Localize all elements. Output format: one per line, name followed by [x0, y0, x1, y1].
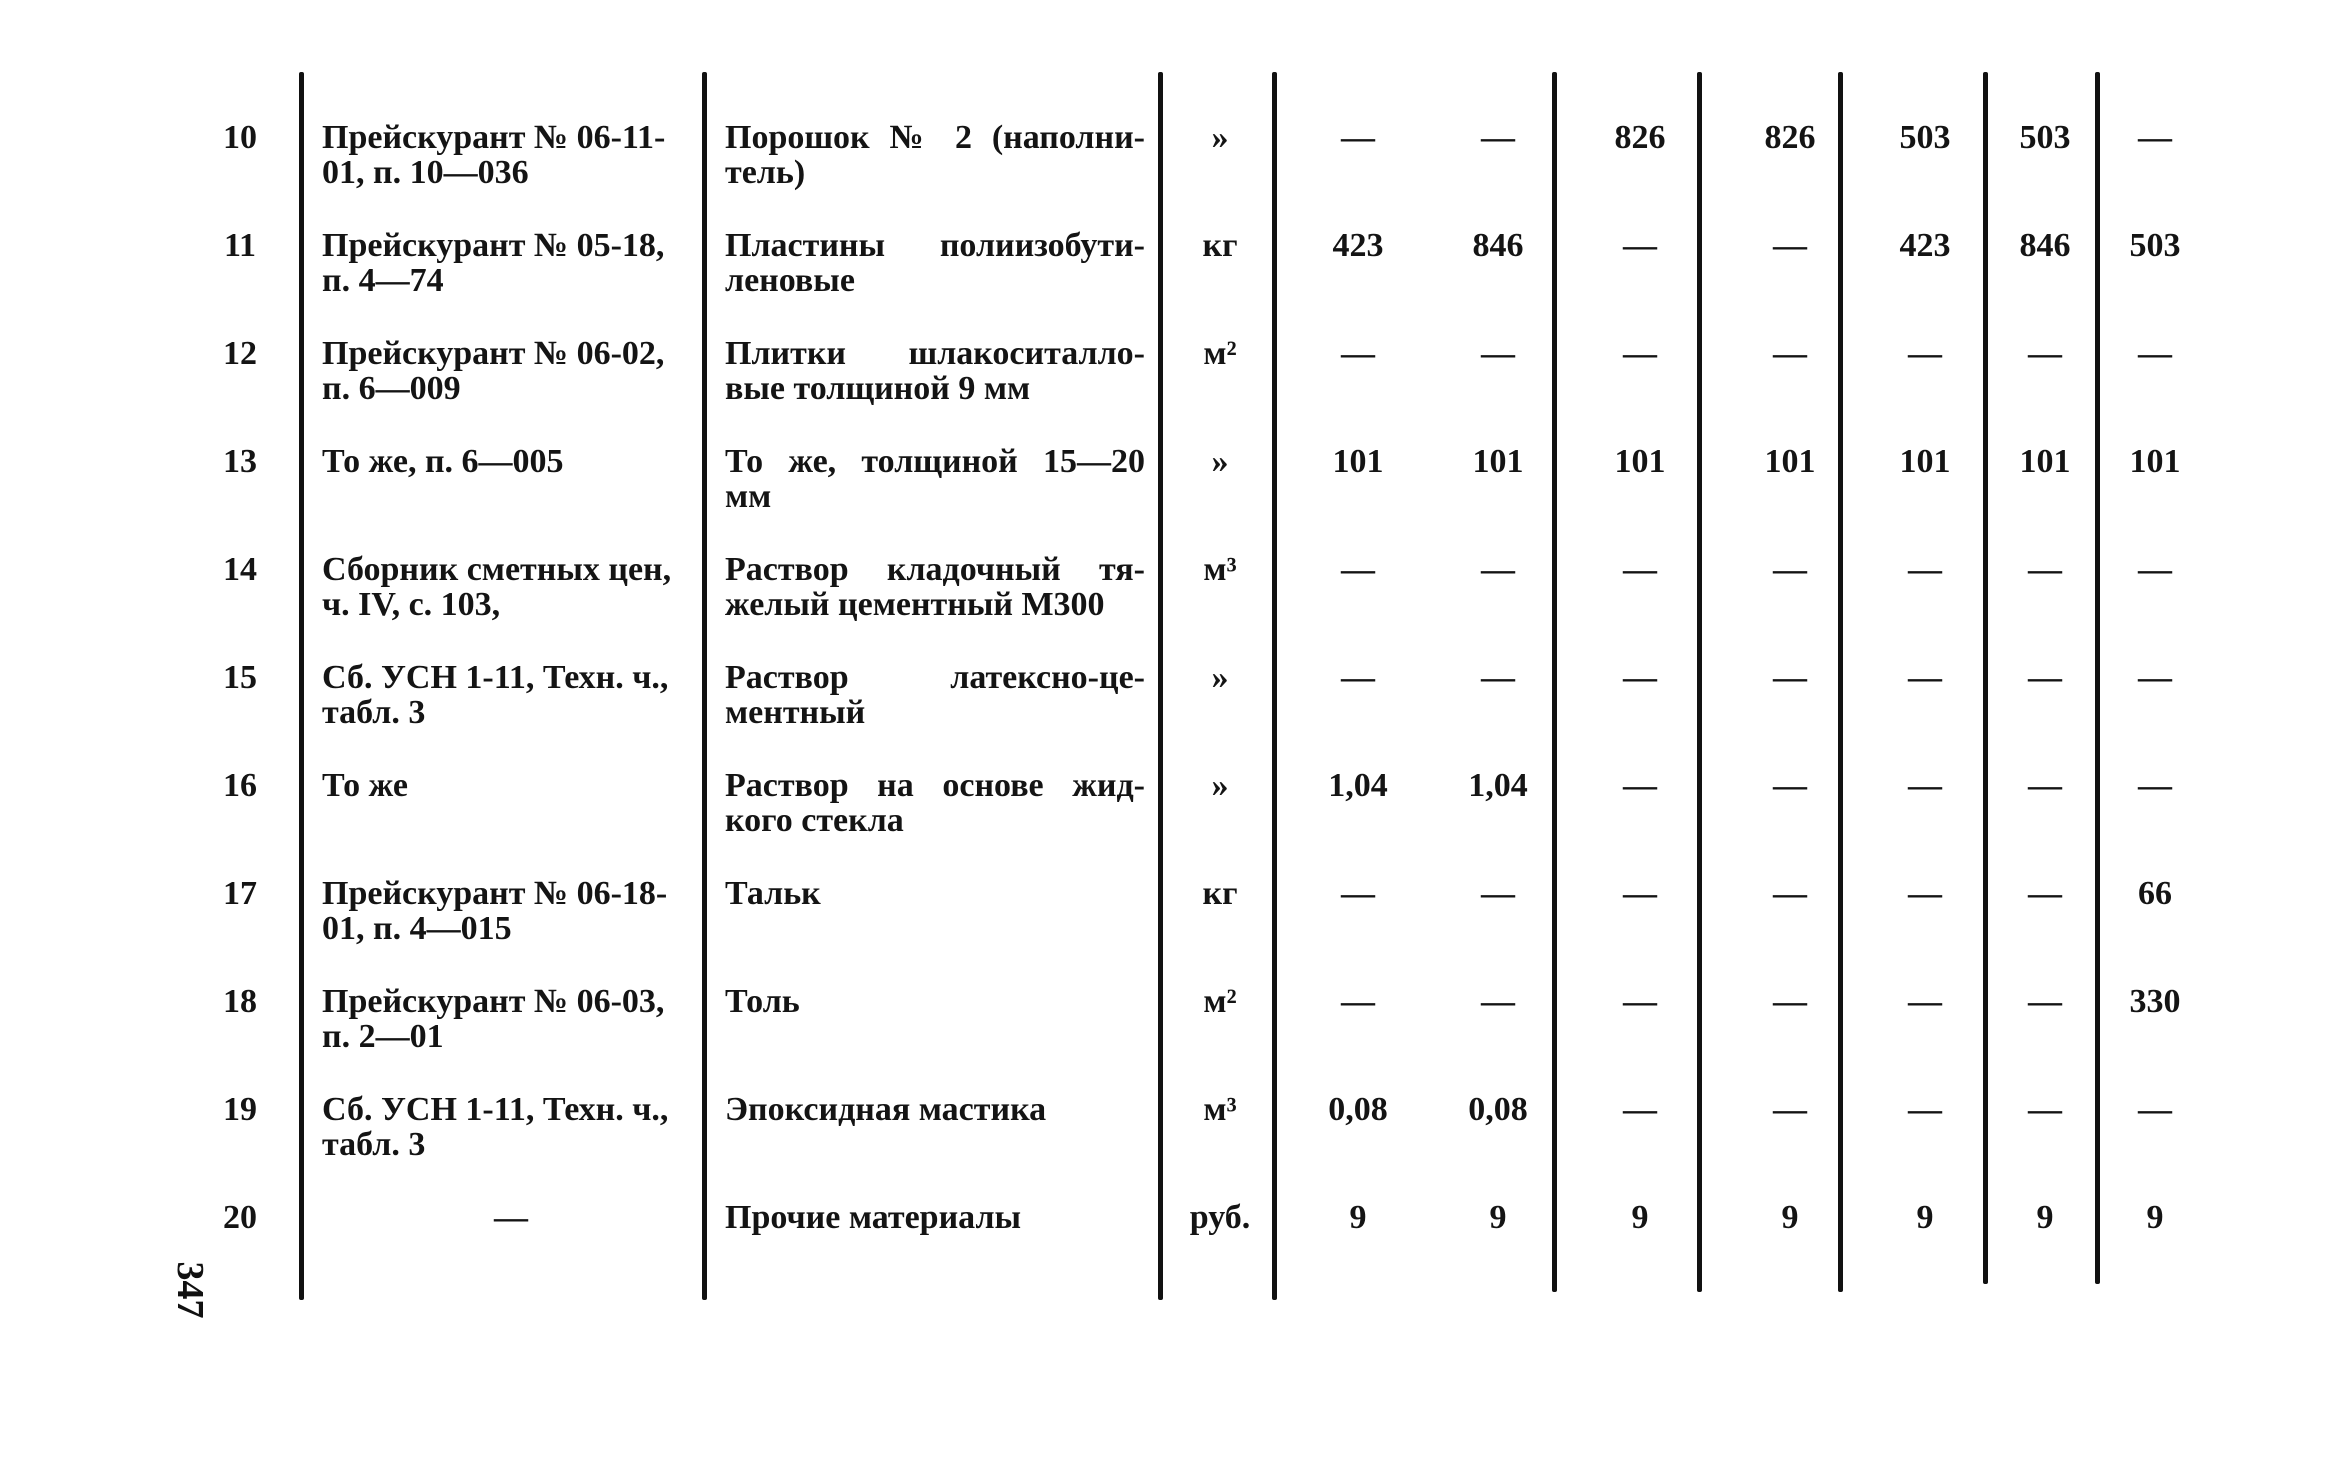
unit: » — [1211, 119, 1229, 156]
value-cell: — — [1773, 551, 1807, 588]
value-cell: 846 — [1472, 227, 1524, 264]
unit: » — [1211, 767, 1229, 804]
value-cell: — — [1481, 983, 1515, 1020]
value-cell: — — [1908, 551, 1942, 588]
value-cell: — — [1773, 1091, 1807, 1128]
value-cell: — — [2028, 767, 2062, 804]
value-cell: 503 — [1899, 119, 1951, 156]
value-cell: — — [1908, 875, 1942, 912]
value-cell: — — [1773, 227, 1807, 264]
value-cell: — — [1481, 551, 1515, 588]
row-number: 15 — [223, 659, 257, 696]
unit: м² — [1203, 983, 1237, 1020]
unit: м³ — [1203, 551, 1237, 588]
value-cell: — — [1773, 983, 1807, 1020]
material-name: Толь — [725, 983, 800, 1020]
value-cell: 101 — [2019, 443, 2071, 480]
value-cell: — — [1481, 659, 1515, 696]
value-cell: — — [1773, 659, 1807, 696]
price-source: Прейскурант № 06-02, п. 6—009 — [322, 335, 665, 407]
value-cell: — — [1341, 659, 1375, 696]
row-number: 10 — [223, 119, 257, 156]
unit: кг — [1202, 227, 1238, 264]
value-cell: — — [1341, 551, 1375, 588]
value-cell: — — [2028, 551, 2062, 588]
value-cell: — — [1623, 1091, 1657, 1128]
value-cell: 101 — [1764, 443, 1816, 480]
value-cell: — — [2138, 119, 2172, 156]
value-cell: — — [1623, 659, 1657, 696]
value-cell: 423 — [1332, 227, 1384, 264]
value-cell: — — [1481, 119, 1515, 156]
value-cell: 330 — [2129, 983, 2181, 1020]
value-cell: — — [1481, 335, 1515, 372]
value-cell: — — [2028, 983, 2062, 1020]
value-cell: 9 — [1781, 1199, 1799, 1236]
value-cell: — — [1623, 983, 1657, 1020]
unit: » — [1211, 659, 1229, 696]
value-cell: — — [2028, 659, 2062, 696]
row-number: 20 — [223, 1199, 257, 1236]
table-row — [0, 876, 2333, 984]
material-name: Эпоксидная мастика — [725, 1091, 1047, 1128]
material-name: Раствор на основе жид-кого стекла — [725, 767, 1145, 839]
value-cell: — — [1773, 767, 1807, 804]
table-row — [0, 1092, 2333, 1200]
material-name: Тальк — [725, 875, 821, 912]
price-source: Прейскурант № 06-03, п. 2—01 — [322, 983, 665, 1055]
price-source: То же — [322, 767, 408, 804]
row-number: 11 — [223, 227, 257, 264]
value-cell: — — [1623, 551, 1657, 588]
value-cell: 826 — [1614, 119, 1666, 156]
value-cell: — — [1908, 335, 1942, 372]
value-cell: — — [2028, 335, 2062, 372]
unit: » — [1211, 443, 1229, 480]
value-cell: — — [1908, 767, 1942, 804]
value-cell: — — [2138, 659, 2172, 696]
value-cell: — — [1623, 767, 1657, 804]
value-cell: — — [1481, 875, 1515, 912]
value-cell: 66 — [2138, 875, 2172, 912]
value-cell: 503 — [2129, 227, 2181, 264]
value-cell: 9 — [1489, 1199, 1507, 1236]
price-source: Прейскурант № 06-18-01, п. 4—015 — [322, 875, 668, 947]
value-cell: — — [1341, 119, 1375, 156]
row-number: 17 — [223, 875, 257, 912]
value-cell: 9 — [1916, 1199, 1934, 1236]
table-row — [0, 336, 2333, 444]
value-cell: — — [1623, 875, 1657, 912]
unit: м³ — [1203, 1091, 1237, 1128]
value-cell: — — [1908, 983, 1942, 1020]
table-row — [0, 552, 2333, 660]
value-cell: — — [2138, 767, 2172, 804]
unit: м² — [1203, 335, 1237, 372]
price-source: Сб. УСН 1-11, Техн. ч., табл. 3 — [322, 659, 669, 731]
material-name: Раствор кладочный тя-желый цементный М300 — [725, 551, 1145, 623]
value-cell: — — [2138, 1091, 2172, 1128]
price-source: Сб. УСН 1-11, Техн. ч., табл. 3 — [322, 1091, 669, 1163]
price-source: — — [494, 1199, 528, 1236]
material-name: То же, толщиной 15—20 мм — [725, 443, 1145, 515]
page-number: 347 — [169, 1261, 211, 1319]
table-row — [0, 444, 2333, 552]
row-number: 13 — [223, 443, 257, 480]
value-cell: — — [1623, 227, 1657, 264]
value-cell: 0,08 — [1468, 1091, 1528, 1128]
value-cell: 503 — [2019, 119, 2071, 156]
value-cell: 1,04 — [1468, 767, 1528, 804]
value-cell: 9 — [1349, 1199, 1367, 1236]
material-name: Пластины полиизобути-леновые — [725, 227, 1145, 299]
table-row — [0, 120, 2333, 228]
value-cell: — — [1341, 983, 1375, 1020]
value-cell: — — [1341, 875, 1375, 912]
material-name: Порошок № 2 (наполни-тель) — [725, 119, 1145, 191]
value-cell: — — [2138, 335, 2172, 372]
value-cell: 101 — [1899, 443, 1951, 480]
value-cell: 423 — [1899, 227, 1951, 264]
value-cell: 9 — [2036, 1199, 2054, 1236]
row-number: 14 — [223, 551, 257, 588]
value-cell: — — [2138, 551, 2172, 588]
value-cell: 101 — [1472, 443, 1524, 480]
price-source: Сборник сметных цен, ч. IV, с. 103, — [322, 551, 672, 623]
row-number: 18 — [223, 983, 257, 1020]
value-cell: 826 — [1764, 119, 1816, 156]
value-cell: 101 — [1614, 443, 1666, 480]
unit: руб. — [1189, 1199, 1251, 1236]
value-cell: — — [1908, 659, 1942, 696]
table-row — [0, 1200, 2333, 1308]
table-row — [0, 768, 2333, 876]
row-number: 16 — [223, 767, 257, 804]
unit: кг — [1202, 875, 1238, 912]
table-row — [0, 984, 2333, 1092]
value-cell: 1,04 — [1328, 767, 1388, 804]
value-cell: — — [1773, 875, 1807, 912]
value-cell: 9 — [1631, 1199, 1649, 1236]
value-cell: — — [1623, 335, 1657, 372]
value-cell: — — [1908, 1091, 1942, 1128]
value-cell: 101 — [2129, 443, 2181, 480]
table-row — [0, 228, 2333, 336]
table-row — [0, 660, 2333, 768]
price-source: Прейскурант № 05-18, п. 4—74 — [322, 227, 665, 299]
value-cell: 846 — [2019, 227, 2071, 264]
value-cell: 101 — [1332, 443, 1384, 480]
value-cell: — — [2028, 875, 2062, 912]
value-cell: — — [2028, 1091, 2062, 1128]
material-name: Прочие материалы — [725, 1199, 1022, 1236]
row-number: 19 — [223, 1091, 257, 1128]
value-cell: 0,08 — [1328, 1091, 1388, 1128]
price-source: То же, п. 6—005 — [322, 443, 564, 480]
price-source: Прейскурант № 06-11-01, п. 10—036 — [322, 119, 666, 191]
value-cell: 9 — [2146, 1199, 2164, 1236]
material-name: Раствор латексно-це-ментный — [725, 659, 1145, 731]
value-cell: — — [1773, 335, 1807, 372]
row-number: 12 — [223, 335, 257, 372]
value-cell: — — [1341, 335, 1375, 372]
material-name: Плитки шлакоситалло-вые толщиной 9 мм — [725, 335, 1145, 407]
